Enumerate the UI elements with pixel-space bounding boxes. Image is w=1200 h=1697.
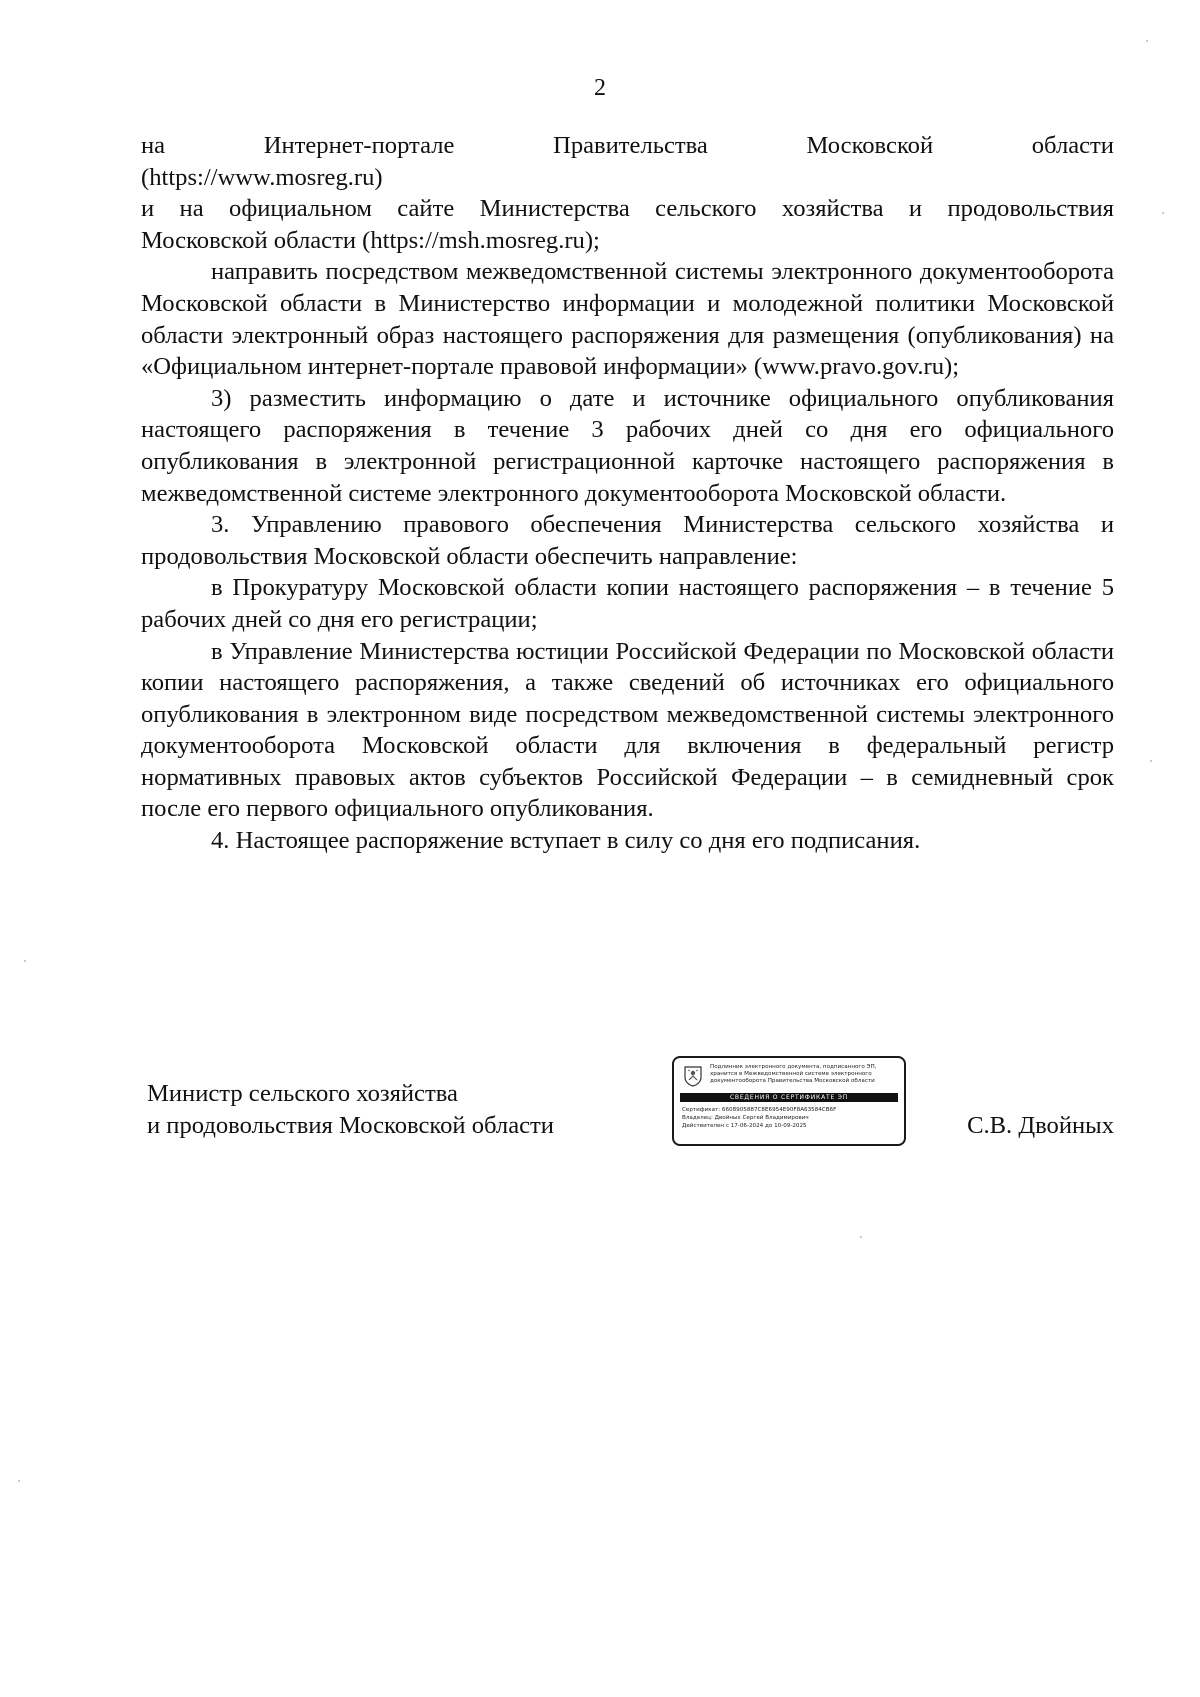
document-body	[141, 130, 1114, 857]
page-number: 2	[594, 75, 606, 101]
scan-speck	[24, 960, 26, 962]
paragraph-section-4: 4. Настоящее распоряжение вступает в силу со дня его подписания.	[211, 827, 921, 855]
signatory-name: С.В. Двойных	[967, 1112, 1114, 1139]
signature-block	[141, 1078, 1114, 1188]
stamp-note-line: Подлинник электронного документа, подписанного ЭП,	[710, 1064, 877, 1070]
paragraph-justice-ministry: в Управление Министерства юстиции Российской Федерации по Московской области копии настоящего распоряжения, а также сведений об источниках его официального опубликования в электронном виде посредством межведомственной системы электронного документооборота Московской области для включения в федеральный регистр нормативных правовых актов субъектов Российской Федерации – в семидневный срок после его первого официального опубликования.	[141, 637, 1114, 823]
stamp-note-line: хранится в Межведомственной системе электронного	[710, 1071, 872, 1077]
stamp-note	[710, 1064, 900, 1085]
scan-speck	[1150, 760, 1152, 762]
paragraph-item-3: 3) разместить информацию о дате и источнике официального опубликования настоящего распоряжения в течение 3 рабочих дней со дня его официального опубликования в электронной регистрационной карточке настоящего распоряжения в межведомственной системе электронного документооборота Московской области.	[141, 384, 1114, 507]
mosreg-url: (https://www.mosreg.ru)	[141, 163, 383, 191]
scan-speck	[1146, 40, 1148, 42]
scan-speck	[18, 1480, 20, 1482]
paragraph-send-edms: направить посредством межведомственной системы электронного документооборота Московской области в Министерство информации и молодежной политики Московской области электронный образ настоящего распоряжения для размещения (опубликования) на «Официальном интернет-портале правовой информации» (www.pravo.gov.ru);	[141, 258, 1114, 381]
stamp-note-line: документооборота Правительства Московской области	[710, 1078, 875, 1084]
paragraph-section-3: 3. Управлению правового обеспечения Министерства сельского хозяйства и продовольствия Московской области обеспечить направление:	[141, 511, 1114, 570]
stamp-owner: Владелец: Двойных Сергей Владимирович	[682, 1115, 809, 1121]
portal-line	[141, 130, 1114, 162]
stamp-certificate: Сертификат: 6608905887C8E6954E90F8A63584CB6F	[682, 1107, 837, 1113]
word: Московской	[806, 132, 934, 159]
coat-of-arms-icon	[682, 1065, 704, 1087]
stamp-band: СВЕДЕНИЯ О СЕРТИФИКАТЕ ЭП	[680, 1093, 898, 1102]
stamp-details	[682, 1106, 898, 1130]
paragraph-prosecutor: в Прокуратуру Московской области копии настоящего распоряжения – в течение 5 рабочих дней со дня его регистрации;	[141, 574, 1114, 633]
word: Интернет-портале	[263, 132, 455, 159]
stamp-validity: Действителен с 17-06-2024 до 10-09-2025	[682, 1123, 807, 1129]
paragraph-publication-portals	[141, 130, 1114, 256]
signatory-title-line: и продовольствия Московской области	[147, 1111, 554, 1139]
word: на	[141, 132, 166, 159]
signatory-title-line: Министр сельского хозяйства	[147, 1080, 458, 1107]
scan-speck	[860, 1236, 862, 1238]
word: Правительства	[553, 132, 708, 159]
electronic-signature-stamp	[672, 1056, 906, 1146]
word: области	[1031, 132, 1114, 159]
ministry-site-url-line: Московской области (https://msh.mosreg.ru);	[141, 226, 600, 254]
signatory-title	[147, 1078, 554, 1141]
scan-speck	[1162, 212, 1164, 214]
ministry-site-line: и на официальном сайте Министерства сельского хозяйства и продовольствия	[141, 195, 1114, 223]
